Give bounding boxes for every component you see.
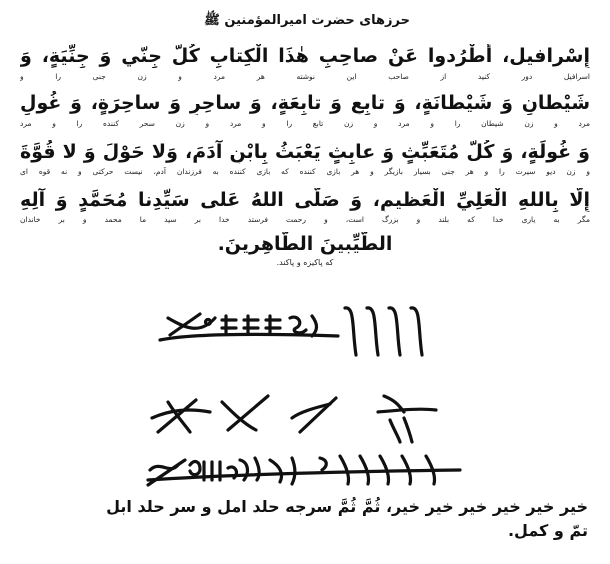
sigil-row-1: [160, 308, 422, 355]
arabic-line-4: إِلّا بِاللهِ الْعَلِيِّ الْعَظيمِ، وَ صَلَّى اللهُ عَلى سَيِّدِنا مُحَمَّدٍ وَ آلِهِ: [20, 189, 590, 211]
sigil-row-2: [152, 396, 436, 442]
persian-line-3: و زن دیو سیرت را و هر جنی بسیار بازیگر و هر بازی کننده که بازی کننده به فرزندان آدم، نیست حرکتی و نه قوه ای: [20, 167, 590, 176]
final-line-2: تمّ و کمل.: [507, 521, 588, 540]
arabic-line-3: وَ غُولَةٍ، وَ كُلَّ مُتَعَبِّثٍ وَ عابِثٍ يَعْبَثُ بِابْنِ آدَمَ، وَلا حَوْلَ وَ لا قُوَّةَ: [20, 141, 590, 163]
persian-line-2: مرد و زن شیطان را و مرد و زن تابع را و مرد و زن سحر کننده را و مرد: [20, 119, 590, 128]
closing-persian: که پاکیزه و پاکند.: [276, 258, 334, 267]
header-title: حرزهای حضرت امیرالمؤمنین: [224, 13, 410, 28]
arabic-line-2: شَيْطانٍ وَ شَيْطانَةٍ، وَ تابِعٍ وَ تابِعَةٍ، وَ ساحِرٍ وَ ساحِرَةٍ، وَ غُولٍ: [20, 92, 590, 114]
header-salutation: ﷺ: [204, 13, 220, 28]
sigil-drawings: [0, 300, 610, 500]
persian-line-1: اسرافیل دور کنید از صاحب این نوشته هر مرد و زن جنی را و: [20, 72, 590, 81]
sigil-row-3: [148, 456, 460, 485]
page-header: [204, 12, 410, 31]
final-line-1: خیر خیر خیر خیر خیر خیر، ثُمَّ ثُمَّ سرجه حلد امل و سر حلد ابل: [106, 497, 588, 516]
closing-arabic: الطَّيِّبينَ الطّاهِرينَ.: [217, 233, 393, 255]
persian-line-4: مگر به یاری خدا که بلند و بزرگ است، و رحمت فرستد خدا بر سید ما محمد و بر خاندان: [20, 215, 590, 224]
arabic-line-1: إِسْرافيل، أُطْرُدوا عَنْ صاحِبِ هٰذَا الْكِتابِ كُلَّ جِنّي وَ جِنِّيَةٍ، وَ: [20, 45, 590, 67]
